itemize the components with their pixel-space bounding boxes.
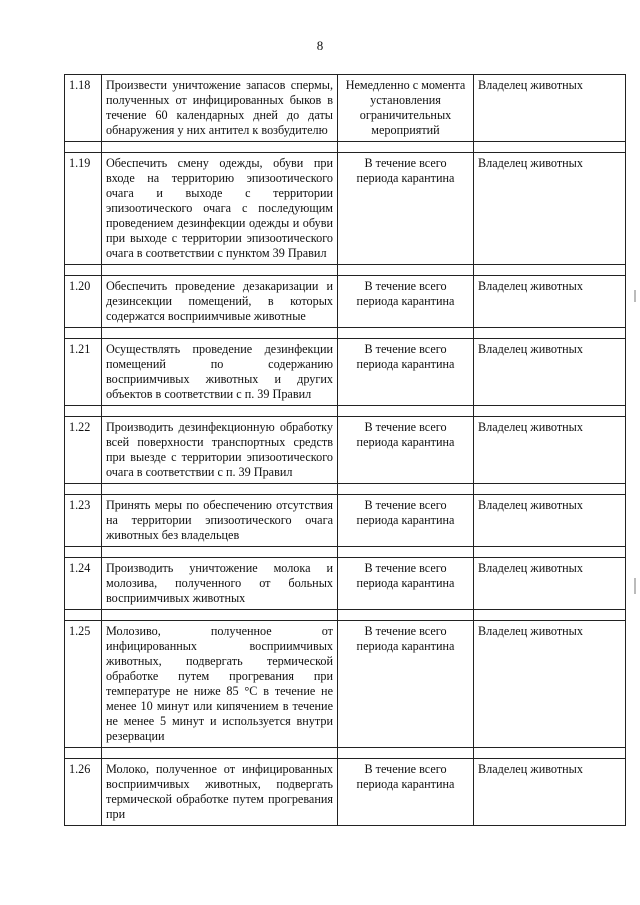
row-action: Осуществлять проведение дезинфекции помещений по содержанию восприимчивых животных и других объектов в соответствии с п. 39 Правил bbox=[102, 339, 338, 406]
row-term: В течение всего периода карантина bbox=[338, 417, 474, 484]
row-action: Обеспечить смену одежды, обуви при входе на территорию эпизоотического очага и выходе с территории эпизоотического очага с последующим проведением дезинфекции одежды и обуви при выходе с территории эпизоотического очага в соответствии с пунктом 39 Правил bbox=[102, 153, 338, 265]
row-term: В течение всего периода карантина bbox=[338, 558, 474, 610]
table-row bbox=[65, 417, 626, 484]
row-responsible: Владелец животных bbox=[474, 75, 626, 142]
row-number: 1.22 bbox=[65, 417, 102, 484]
row-action: Произвести уничтожение запасов спермы, полученных от инфицированных быков в течение 60 календарных дней до даты обнаружения у них антител к возбудителю bbox=[102, 75, 338, 142]
row-action: Молозиво, полученное от инфицированных восприимчивых животных, подвергать термической обработке путем прогревания при температуре не ниже 85 °С в течение не менее 10 минут или кипячением в течение не менее 5 минут и используется внутри резервации bbox=[102, 621, 338, 748]
row-responsible: Владелец животных bbox=[474, 558, 626, 610]
row-action: Обеспечить проведение дезакаризации и дезинсекции помещений, в которых содержатся восприимчивые животные bbox=[102, 276, 338, 328]
row-term: В течение всего периода карантина bbox=[338, 276, 474, 328]
row-number: 1.18 bbox=[65, 75, 102, 142]
row-term: В течение всего периода карантина bbox=[338, 621, 474, 748]
row-responsible: Владелец животных bbox=[474, 276, 626, 328]
row-term: В течение всего периода карантина bbox=[338, 153, 474, 265]
table-row bbox=[65, 558, 626, 610]
row-responsible: Владелец животных bbox=[474, 339, 626, 406]
row-responsible: Владелец животных bbox=[474, 621, 626, 748]
table-row bbox=[65, 75, 626, 142]
row-responsible: Владелец животных bbox=[474, 417, 626, 484]
table-row bbox=[65, 759, 626, 826]
row-responsible: Владелец животных bbox=[474, 495, 626, 547]
row-number: 1.19 bbox=[65, 153, 102, 265]
table-row bbox=[65, 339, 626, 406]
row-action: Принять меры по обеспечению отсутствия на территории эпизоотического очага животных без владельцев bbox=[102, 495, 338, 547]
table-row bbox=[65, 153, 626, 265]
row-number: 1.24 bbox=[65, 558, 102, 610]
table-row bbox=[65, 621, 626, 748]
row-responsible: Владелец животных bbox=[474, 153, 626, 265]
row-number: 1.26 bbox=[65, 759, 102, 826]
table-row bbox=[65, 276, 626, 328]
row-action: Производить дезинфекционную обработку всей поверхности транспортных средств при выезде с территории эпизоотического очага в соответствии с п. 39 Правил bbox=[102, 417, 338, 484]
row-term: Немедленно с момента установления ограничительных мероприятий bbox=[338, 75, 474, 142]
table-row bbox=[65, 495, 626, 547]
row-responsible: Владелец животных bbox=[474, 759, 626, 826]
scan-edge-mark bbox=[634, 290, 636, 302]
row-term: В течение всего периода карантина bbox=[338, 339, 474, 406]
scan-edge-mark bbox=[634, 578, 636, 594]
row-number: 1.23 bbox=[65, 495, 102, 547]
row-number: 1.25 bbox=[65, 621, 102, 748]
row-number: 1.20 bbox=[65, 276, 102, 328]
page-number: 8 bbox=[316, 38, 324, 53]
row-action: Молоко, полученное от инфицированных восприимчивых животных, подвергать термической обработке путем прогревания при bbox=[102, 759, 338, 826]
row-term: В течение всего периода карантина bbox=[338, 759, 474, 826]
row-action: Производить уничтожение молока и молозива, полученного от больных восприимчивых животных bbox=[102, 558, 338, 610]
row-number: 1.21 bbox=[65, 339, 102, 406]
measures-table bbox=[64, 74, 626, 826]
row-term: В течение всего периода карантина bbox=[338, 495, 474, 547]
